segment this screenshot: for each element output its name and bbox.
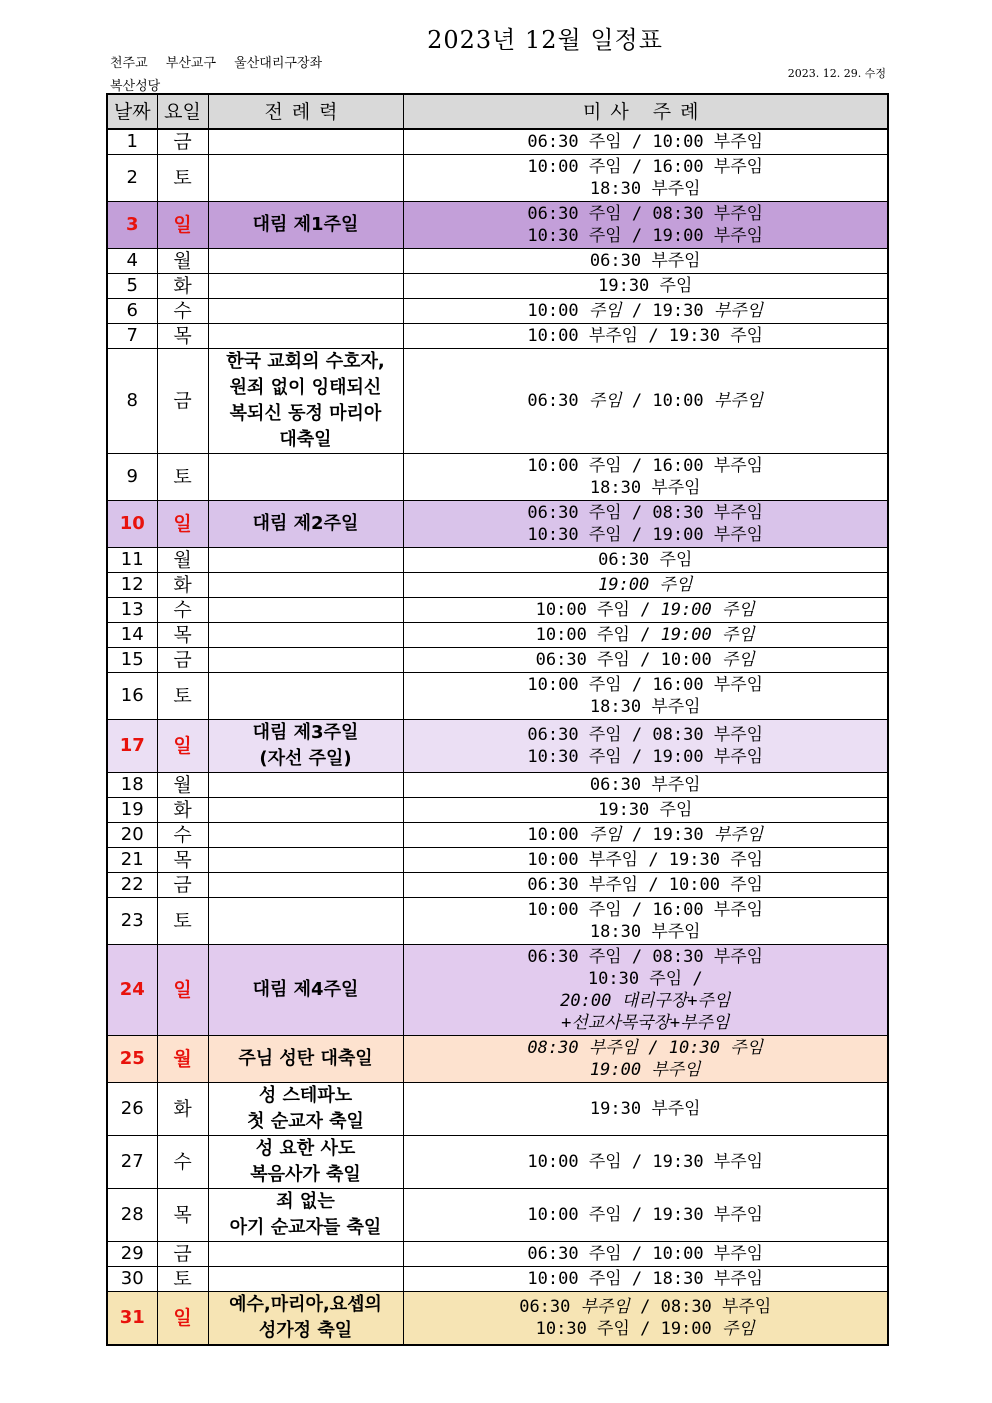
weekday-cell: 금 (157, 1241, 208, 1266)
mass-celebrant-cell: 06:30 부주임 / 08:30 부주임 10:30 주임 / 19:00 주임 (403, 1291, 888, 1345)
liturgical-feast-cell: 한국 교회의 수호자, 원죄 없이 잉태되신 복되신 동정 마리아 대축일 (208, 348, 403, 453)
weekday-cell: 목 (157, 323, 208, 348)
weekday-cell: 일 (157, 500, 208, 547)
date-cell: 14 (107, 622, 157, 647)
column-header-mass-celebrant: 미사 주례 (403, 94, 888, 129)
weekday-cell: 토 (157, 453, 208, 500)
weekday-cell: 월 (157, 772, 208, 797)
liturgical-feast-cell (208, 772, 403, 797)
liturgical-feast-cell (208, 797, 403, 822)
liturgical-feast-cell (208, 622, 403, 647)
table-header-row (107, 94, 888, 129)
weekday-cell: 화 (157, 273, 208, 298)
weekday-cell: 금 (157, 647, 208, 672)
date-cell: 8 (107, 348, 157, 453)
weekday-cell: 목 (157, 1188, 208, 1241)
mass-celebrant-cell: 06:30 부주임 (403, 248, 888, 273)
date-cell: 30 (107, 1266, 157, 1291)
column-header-liturgical-calendar: 전례력 (208, 94, 403, 129)
date-cell: 22 (107, 872, 157, 897)
schedule-row (107, 772, 888, 797)
mass-celebrant-cell: 10:00 주임 / 19:30 부주임 (403, 298, 888, 323)
schedule-row (107, 647, 888, 672)
schedule-row (107, 547, 888, 572)
page-title: 2023년 12월 일정표 (427, 26, 663, 54)
mass-celebrant-cell: 06:30 주임 / 08:30 부주임 10:30 주임 / 20:00 대리구장+주임 +선교사목국장+부주임 (403, 944, 888, 1035)
date-cell: 21 (107, 847, 157, 872)
date-cell: 6 (107, 298, 157, 323)
schedule-row (107, 154, 888, 201)
weekday-cell: 토 (157, 672, 208, 719)
schedule-row (107, 797, 888, 822)
liturgical-feast-cell: 대림 제3주일 (자선 주일) (208, 719, 403, 772)
date-cell: 11 (107, 547, 157, 572)
schedule-row (107, 719, 888, 772)
mass-celebrant-cell: 06:30 부주임 (403, 772, 888, 797)
schedule-row (107, 500, 888, 547)
date-cell: 4 (107, 248, 157, 273)
liturgical-feast-cell (208, 248, 403, 273)
liturgical-feast-cell (208, 572, 403, 597)
schedule-row (107, 622, 888, 647)
mass-celebrant-cell: 10:00 부주임 / 19:30 주임 (403, 847, 888, 872)
liturgical-feast-cell (208, 323, 403, 348)
mass-celebrant-cell: 19:00 주임 (403, 572, 888, 597)
weekday-cell: 수 (157, 597, 208, 622)
mass-celebrant-cell: 06:30 주임 / 10:00 부주임 (403, 129, 888, 154)
schedule-row (107, 1035, 888, 1082)
date-cell: 24 (107, 944, 157, 1035)
liturgical-feast-cell (208, 273, 403, 298)
date-cell: 2 (107, 154, 157, 201)
mass-celebrant-cell: 06:30 부주임 / 10:00 주임 (403, 872, 888, 897)
liturgical-feast-cell (208, 647, 403, 672)
liturgical-feast-cell (208, 847, 403, 872)
date-cell: 10 (107, 500, 157, 547)
mass-celebrant-cell: 10:00 주임 / 19:00 주임 (403, 622, 888, 647)
date-cell: 16 (107, 672, 157, 719)
schedule-row (107, 597, 888, 622)
date-cell: 31 (107, 1291, 157, 1345)
weekday-cell: 목 (157, 622, 208, 647)
mass-celebrant-cell: 19:30 주임 (403, 273, 888, 298)
weekday-cell: 화 (157, 572, 208, 597)
schedule-row (107, 201, 888, 248)
mass-celebrant-cell: 19:30 주임 (403, 797, 888, 822)
weekday-cell: 수 (157, 822, 208, 847)
liturgical-feast-cell: 대림 제1주일 (208, 201, 403, 248)
weekday-cell: 월 (157, 547, 208, 572)
liturgical-feast-cell: 성 요한 사도 복음사가 축일 (208, 1135, 403, 1188)
liturgical-feast-cell: 주님 성탄 대축일 (208, 1035, 403, 1082)
date-cell: 19 (107, 797, 157, 822)
liturgical-feast-cell: 죄 없는 아기 순교자들 축일 (208, 1188, 403, 1241)
revision-date: 2023. 12. 29. 수정 (787, 67, 886, 80)
mass-celebrant-cell: 10:00 주임 / 19:30 부주임 (403, 1188, 888, 1241)
liturgical-feast-cell (208, 1241, 403, 1266)
weekday-cell: 금 (157, 129, 208, 154)
schedule-row (107, 872, 888, 897)
weekday-cell: 일 (157, 201, 208, 248)
date-cell: 23 (107, 897, 157, 944)
column-header-weekday: 요일 (157, 94, 208, 129)
mass-celebrant-cell: 10:00 주임 / 19:30 부주임 (403, 822, 888, 847)
mass-celebrant-cell: 10:00 주임 / 19:00 주임 (403, 597, 888, 622)
liturgical-feast-cell (208, 453, 403, 500)
liturgical-feast-cell: 예수,마리아,요셉의 성가정 축일 (208, 1291, 403, 1345)
mass-celebrant-cell: 10:00 주임 / 16:00 부주임 18:30 부주임 (403, 897, 888, 944)
schedule-row (107, 1291, 888, 1345)
column-header-date: 날짜 (107, 94, 157, 129)
weekday-cell: 토 (157, 1266, 208, 1291)
date-cell: 15 (107, 647, 157, 672)
weekday-cell: 목 (157, 847, 208, 872)
date-cell: 20 (107, 822, 157, 847)
schedule-row (107, 348, 888, 453)
schedule-row (107, 298, 888, 323)
mass-celebrant-cell: 19:30 부주임 (403, 1082, 888, 1135)
schedule-row (107, 1188, 888, 1241)
date-cell: 12 (107, 572, 157, 597)
schedule-row (107, 453, 888, 500)
liturgical-feast-cell (208, 672, 403, 719)
schedule-row (107, 1082, 888, 1135)
weekday-cell: 금 (157, 348, 208, 453)
mass-celebrant-cell: 10:00 주임 / 18:30 부주임 (403, 1266, 888, 1291)
date-cell: 18 (107, 772, 157, 797)
schedule-row (107, 273, 888, 298)
schedule-row (107, 248, 888, 273)
weekday-cell: 금 (157, 872, 208, 897)
weekday-cell: 수 (157, 1135, 208, 1188)
schedule-row (107, 1241, 888, 1266)
schedule-table (106, 93, 889, 1346)
liturgical-feast-cell: 대림 제4주일 (208, 944, 403, 1035)
mass-celebrant-cell: 06:30 주임 / 08:30 부주임 10:30 주임 / 19:00 부주임 (403, 500, 888, 547)
date-cell: 1 (107, 129, 157, 154)
weekday-cell: 일 (157, 1291, 208, 1345)
schedule-row (107, 129, 888, 154)
liturgical-feast-cell (208, 154, 403, 201)
weekday-cell: 월 (157, 248, 208, 273)
weekday-cell: 토 (157, 154, 208, 201)
schedule-row (107, 944, 888, 1035)
mass-celebrant-cell: 06:30 주임 (403, 547, 888, 572)
liturgical-feast-cell (208, 298, 403, 323)
date-cell: 28 (107, 1188, 157, 1241)
date-cell: 27 (107, 1135, 157, 1188)
parish-name: 복산성당 (110, 79, 161, 94)
schedule-row (107, 897, 888, 944)
liturgical-feast-cell (208, 872, 403, 897)
date-cell: 25 (107, 1035, 157, 1082)
weekday-cell: 일 (157, 944, 208, 1035)
liturgical-feast-cell: 대림 제2주일 (208, 500, 403, 547)
mass-celebrant-cell: 06:30 주임 / 10:00 주임 (403, 647, 888, 672)
liturgical-feast-cell (208, 897, 403, 944)
date-cell: 7 (107, 323, 157, 348)
date-cell: 13 (107, 597, 157, 622)
date-cell: 17 (107, 719, 157, 772)
date-cell: 3 (107, 201, 157, 248)
mass-celebrant-cell: 10:00 주임 / 19:30 부주임 (403, 1135, 888, 1188)
liturgical-feast-cell (208, 1266, 403, 1291)
mass-celebrant-cell: 06:30 주임 / 10:00 부주임 (403, 1241, 888, 1266)
weekday-cell: 수 (157, 298, 208, 323)
mass-celebrant-cell: 10:00 주임 / 16:00 부주임 18:30 부주임 (403, 154, 888, 201)
weekday-cell: 화 (157, 797, 208, 822)
liturgical-feast-cell: 성 스테파노 첫 순교자 축일 (208, 1082, 403, 1135)
mass-celebrant-cell: 06:30 주임 / 10:00 부주임 (403, 348, 888, 453)
date-cell: 26 (107, 1082, 157, 1135)
mass-celebrant-cell: 06:30 주임 / 08:30 부주임 10:30 주임 / 19:00 부주임 (403, 201, 888, 248)
schedule-row (107, 323, 888, 348)
weekday-cell: 화 (157, 1082, 208, 1135)
schedule-row (107, 1135, 888, 1188)
weekday-cell: 토 (157, 897, 208, 944)
schedule-row (107, 822, 888, 847)
schedule-row (107, 847, 888, 872)
liturgical-feast-cell (208, 822, 403, 847)
liturgical-feast-cell (208, 129, 403, 154)
date-cell: 9 (107, 453, 157, 500)
weekday-cell: 일 (157, 719, 208, 772)
date-cell: 5 (107, 273, 157, 298)
weekday-cell: 월 (157, 1035, 208, 1082)
mass-celebrant-cell: 10:00 주임 / 16:00 부주임 18:30 부주임 (403, 453, 888, 500)
mass-celebrant-cell: 08:30 부주임 / 10:30 주임 19:00 부주임 (403, 1035, 888, 1082)
liturgical-feast-cell (208, 547, 403, 572)
date-cell: 29 (107, 1241, 157, 1266)
schedule-row (107, 672, 888, 719)
mass-celebrant-cell: 06:30 주임 / 08:30 부주임 10:30 주임 / 19:00 부주임 (403, 719, 888, 772)
liturgical-feast-cell (208, 597, 403, 622)
mass-celebrant-cell: 10:00 주임 / 16:00 부주임 18:30 부주임 (403, 672, 888, 719)
schedule-row (107, 572, 888, 597)
organization-line: 천주교 부산교구 울산대리구장좌 (110, 56, 323, 71)
mass-celebrant-cell: 10:00 부주임 / 19:30 주임 (403, 323, 888, 348)
schedule-row (107, 1266, 888, 1291)
